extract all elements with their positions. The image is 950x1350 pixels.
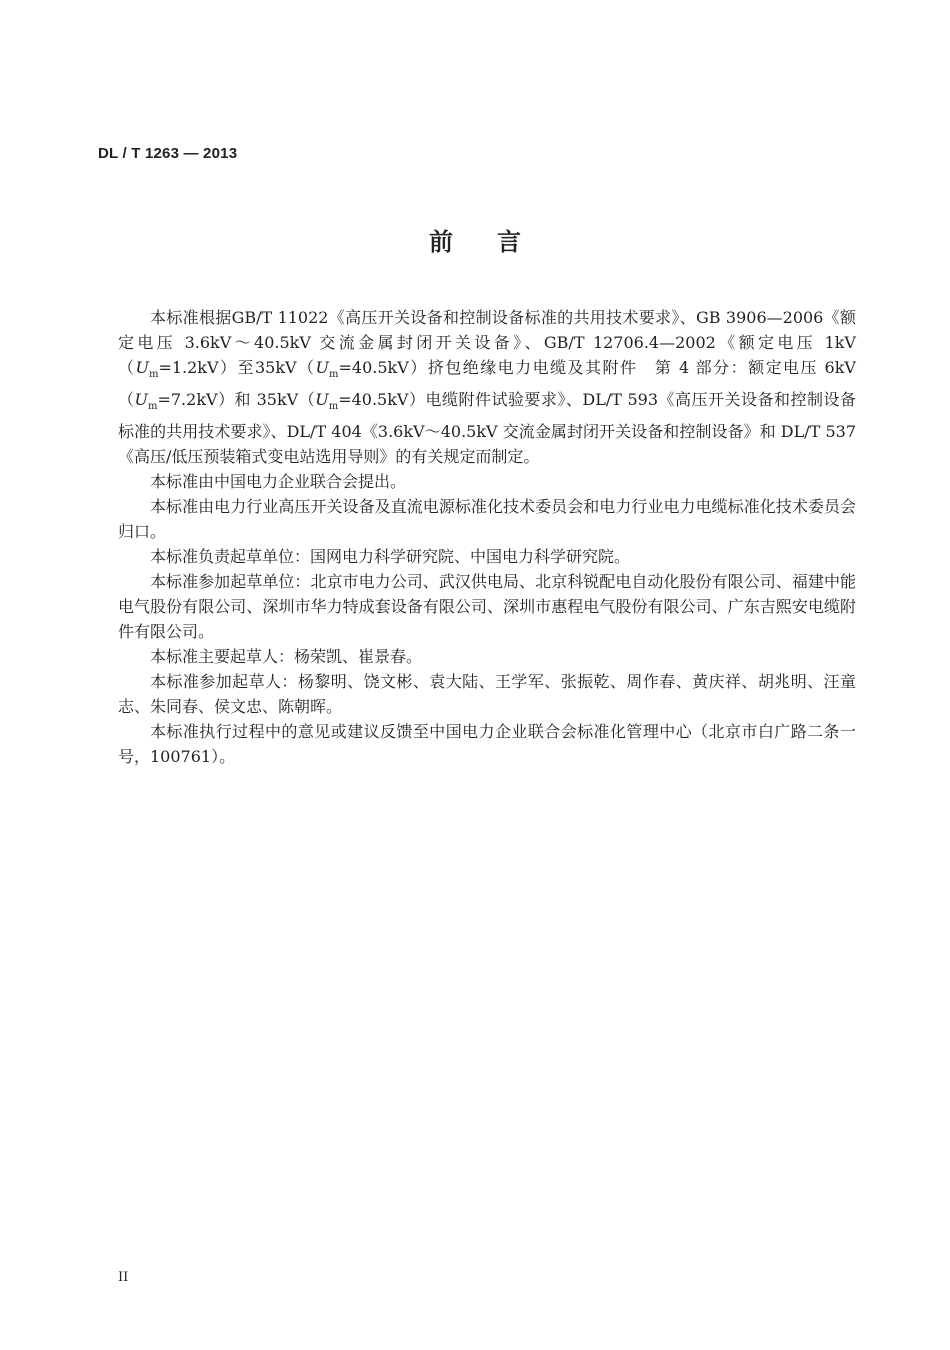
text-segment: 本标准根据GB/T 11022《高压开关设备和控制设备标准的共用技术要求》、GB 3906—2006《额定电压 3.6kV～40.5kV 交流金属封闭开关设备》、GB/T 12706.4—2002《额定电压 1kV（ — [118, 308, 856, 377]
subscript-m: m — [329, 369, 339, 380]
symbol-u: U — [134, 390, 148, 409]
text-segment: =40.5kV）电缆附件试验要求》、DL/T 593《高压开关设备和控制设备标准的共用技术要求》、DL/T 404《3.6kV～40.5kV 交流金属封闭开关设备和控制设备》和 DL/T 537《高压/低压预装箱式变电站选用导则》的有关规定而制定。 — [118, 390, 856, 466]
subscript-m: m — [148, 369, 159, 380]
document-number: DL / T 1263 — 2013 — [98, 145, 238, 162]
symbol-u: U — [135, 358, 149, 377]
paragraph-administration: 本标准由电力行业高压开关设备及直流电源标准化技术委员会和电力行业电力电缆标准化技术委员会归口。 — [118, 497, 856, 541]
subscript-m: m — [328, 401, 339, 412]
text-segment: =1.2kV）至35kV（ — [158, 358, 316, 377]
paragraph-participating-authors: 本标准参加起草人：杨黎明、饶文彬、袁大陆、王学军、张振乾、周作春、黄庆祥、胡兆明、汪童志、朱同春、侯文忠、陈朝晖。 — [118, 672, 856, 716]
symbol-u: U — [315, 390, 329, 409]
text-segment: =7.2kV）和 35kV（ — [157, 390, 316, 409]
page-title: 前言 — [429, 228, 565, 256]
subscript-m: m — [147, 401, 158, 412]
paragraph-lead-drafters: 本标准负责起草单位：国网电力科学研究院、中国电力科学研究院。 — [150, 547, 631, 566]
paragraph-main-authors: 本标准主要起草人：杨荣凯、崔景春。 — [150, 647, 423, 666]
paragraph-proposer: 本标准由中国电力企业联合会提出。 — [150, 472, 407, 491]
paragraph-feedback: 本标准执行过程中的意见或建议反馈至中国电力企业联合会标准化管理中心（北京市白广路二条一号，100761）。 — [118, 722, 856, 766]
paragraph-references — [118, 305, 856, 469]
page-number: II — [118, 1270, 129, 1285]
symbol-u: U — [315, 358, 330, 377]
foreword-body — [118, 305, 856, 769]
paragraph-participating-drafters: 本标准参加起草单位：北京市电力公司、武汉供电局、北京科锐配电自动化股份有限公司、福建中能电气股份有限公司、深圳市华力特成套设备有限公司、深圳市惠程电气股份有限公司、广东吉熙安电缆附件有限公司。 — [118, 572, 856, 641]
text-segment: =40.5kV）挤包绝缘电力电缆及其附件 第 4 部分：额定电压 6kV（ — [118, 358, 856, 409]
